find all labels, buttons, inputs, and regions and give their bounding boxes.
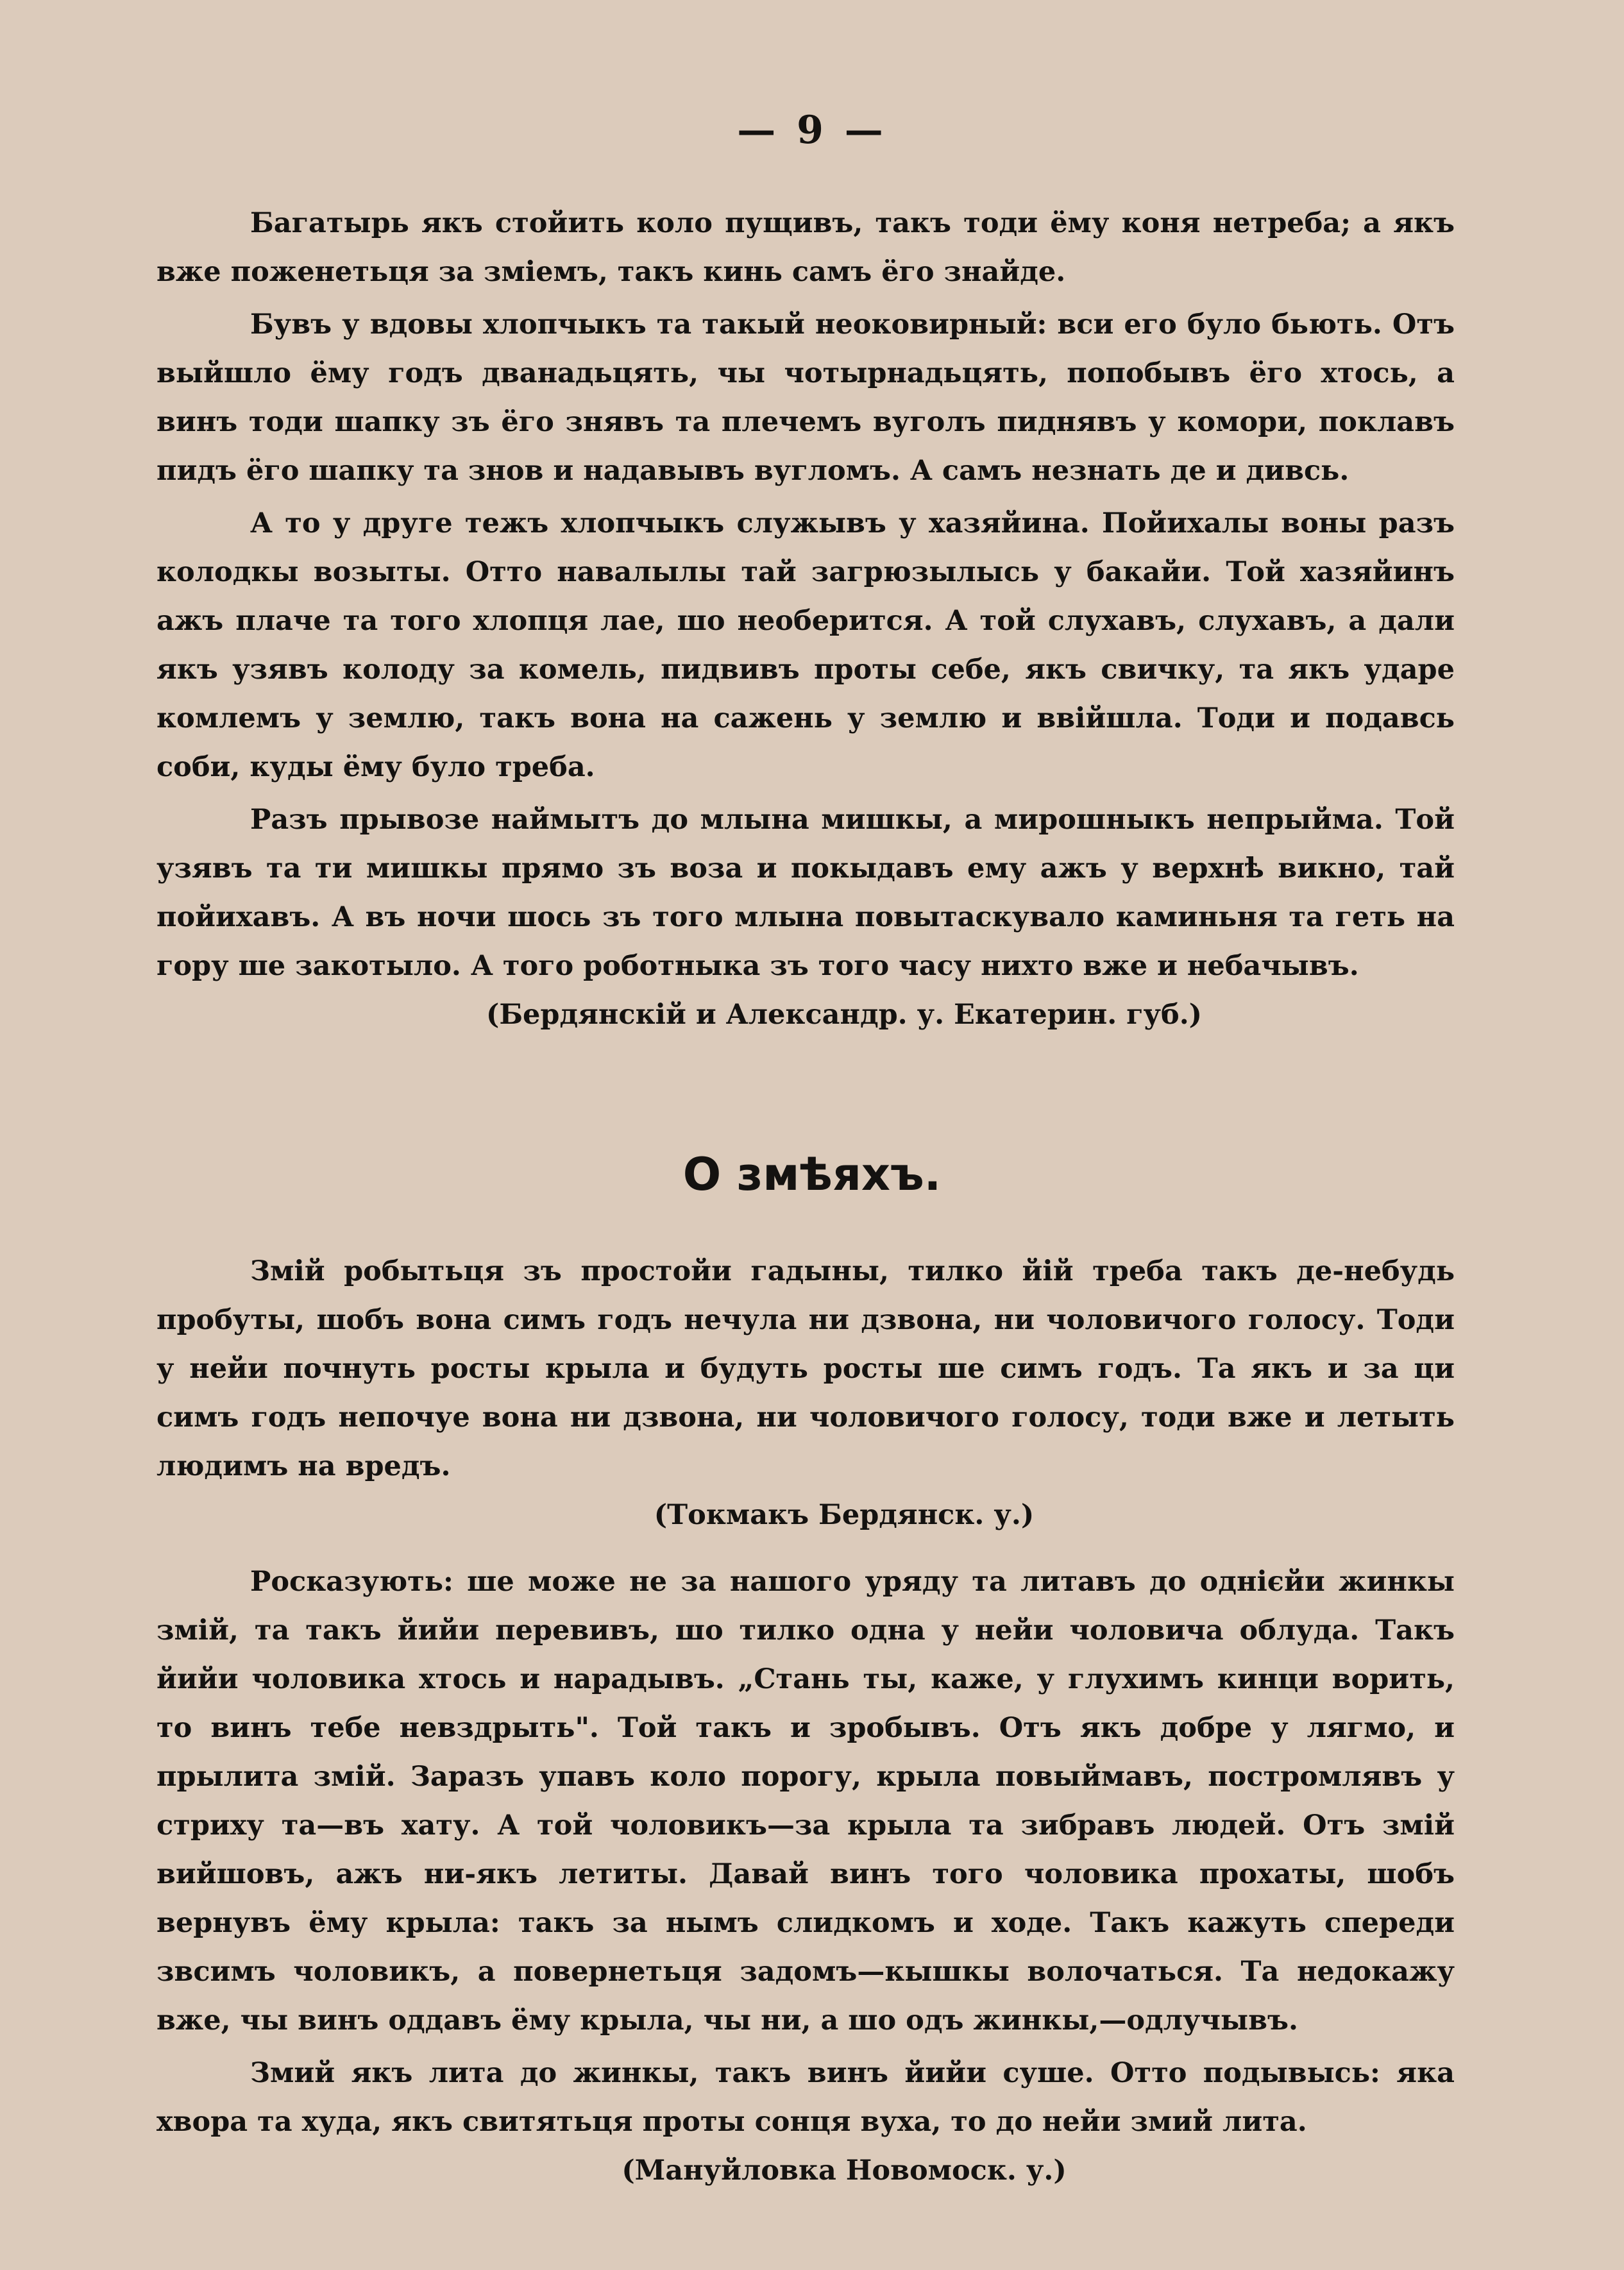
paragraph: Бувъ у вдовы хлопчыкъ та такый неоковирный: вси его було бьють. Отъ выйшло ёму годъ дванадьцять, чы чотырнадьцять, попобывъ ёго хтось, а винъ тоди шапку зъ ёго знявъ та плечемъ вуголъ пиднявъ у комори, поклавъ пидъ ёго шапку та знов и надавывъ вугломъ. А самъ незнать де и дивсь. [156, 309, 1455, 487]
source-note: (Бердянскій и Александр. у. Екатерин. губ.) [486, 999, 1203, 1031]
section-zmij-origin [156, 1247, 1455, 1539]
section-zmij-story [156, 1557, 1455, 2195]
source-note: (Токмакъ Бердянск. у.) [654, 1499, 1035, 1531]
source-note: (Мануйловка Новомоск. у.) [622, 2155, 1067, 2187]
paragraph: А то у друге тежъ хлопчыкъ служывъ у хазяйина. Пойихалы воны разъ колодкы возыты. Отто навалылы тай загрюзылысь у бакайи. Той хазяйинъ ажъ плаче та того хлопця лае, шо необерится. А той слухавъ, слухавъ, а дали якъ узявъ колоду за комель, пидвивъ проты себе, якъ свичку, та якъ ударе комлемъ у землю, такъ вона на сажень у землю и ввійшла. Тоди и подавсь соби, куды ёму було треба. [156, 507, 1455, 783]
page-number: — 9 — [737, 108, 887, 153]
paragraph: Змій робытьця зъ простойи гадыны, тилко йій треба такъ де-небудь пробуты, шобъ вона симъ годъ нечула ни дзвона, ни чоловичого голосу. Тоди у нейи почнуть росты крыла и будуть росты ше симъ годъ. Та якъ и за ци симъ годъ непочуе вона ни дзвона, ни чоловичого голосу, тоди вже и летыть людимъ на вредъ. [156, 1255, 1455, 1482]
section-bogatyr [156, 199, 1455, 1039]
paragraph: Багатырь якъ стойить коло пущивъ, такъ тоди ёму коня нетреба; а якъ вже поженетьця за зміемъ, такъ кинь самъ ёго знайде. [156, 207, 1455, 288]
paragraph: Змий якъ лита до жинкы, такъ винъ йийи суше. Отто подывысь: яка хвора та худа, якъ свитятьця проты сонця вуха, то до нейи змий лита. [156, 2057, 1455, 2138]
paragraph: Росказують: ше може не за нашого уряду та литавъ до однієйи жинкы змій, та такъ йийи перевивъ, шо тилко одна у нейи чоловича облуда. Такъ йийи чоловика хтось и нарадывъ. „Стань ты, каже, у глухимъ кинци ворить, то винъ тебе невздрыть". Той такъ и зробывъ. Отъ якъ добре у лягмо, и прылита змій. Заразъ упавъ коло порогу, крыла повыймавъ, постромлявъ у стриху та—въ хату. А той чоловикъ—за крыла та зибравъ людей. Отъ змій вийшовъ, ажъ ни-якъ летиты. Давай винъ того чоловика прохаты, шобъ вернувъ ёму крыла: такъ за нымъ слидкомъ и ходе. Такъ кажуть спереди звсимъ чоловикъ, а повернетьця задомъ—кышкы волочаться. Та недокажу вже, чы винъ оддавъ ёму крыла, чы ни, а шо одъ жинкы,—одлучывъ. [156, 1566, 1455, 2037]
section-heading: О змѣяхъ. [682, 1148, 942, 1201]
paragraph: Разъ прывозе наймытъ до млына мишкы, а мирошныкъ непрыйма. Той узявъ та ти мишкы прямо зъ воза и покыдавъ ему ажъ у верхнѣ викно, тай пойихавъ. А въ ночи шось зъ того млына повытаскувало каминьня та геть на гору ше закотыло. А того роботныка зъ того часу нихто вже и небачывъ. [156, 804, 1455, 982]
